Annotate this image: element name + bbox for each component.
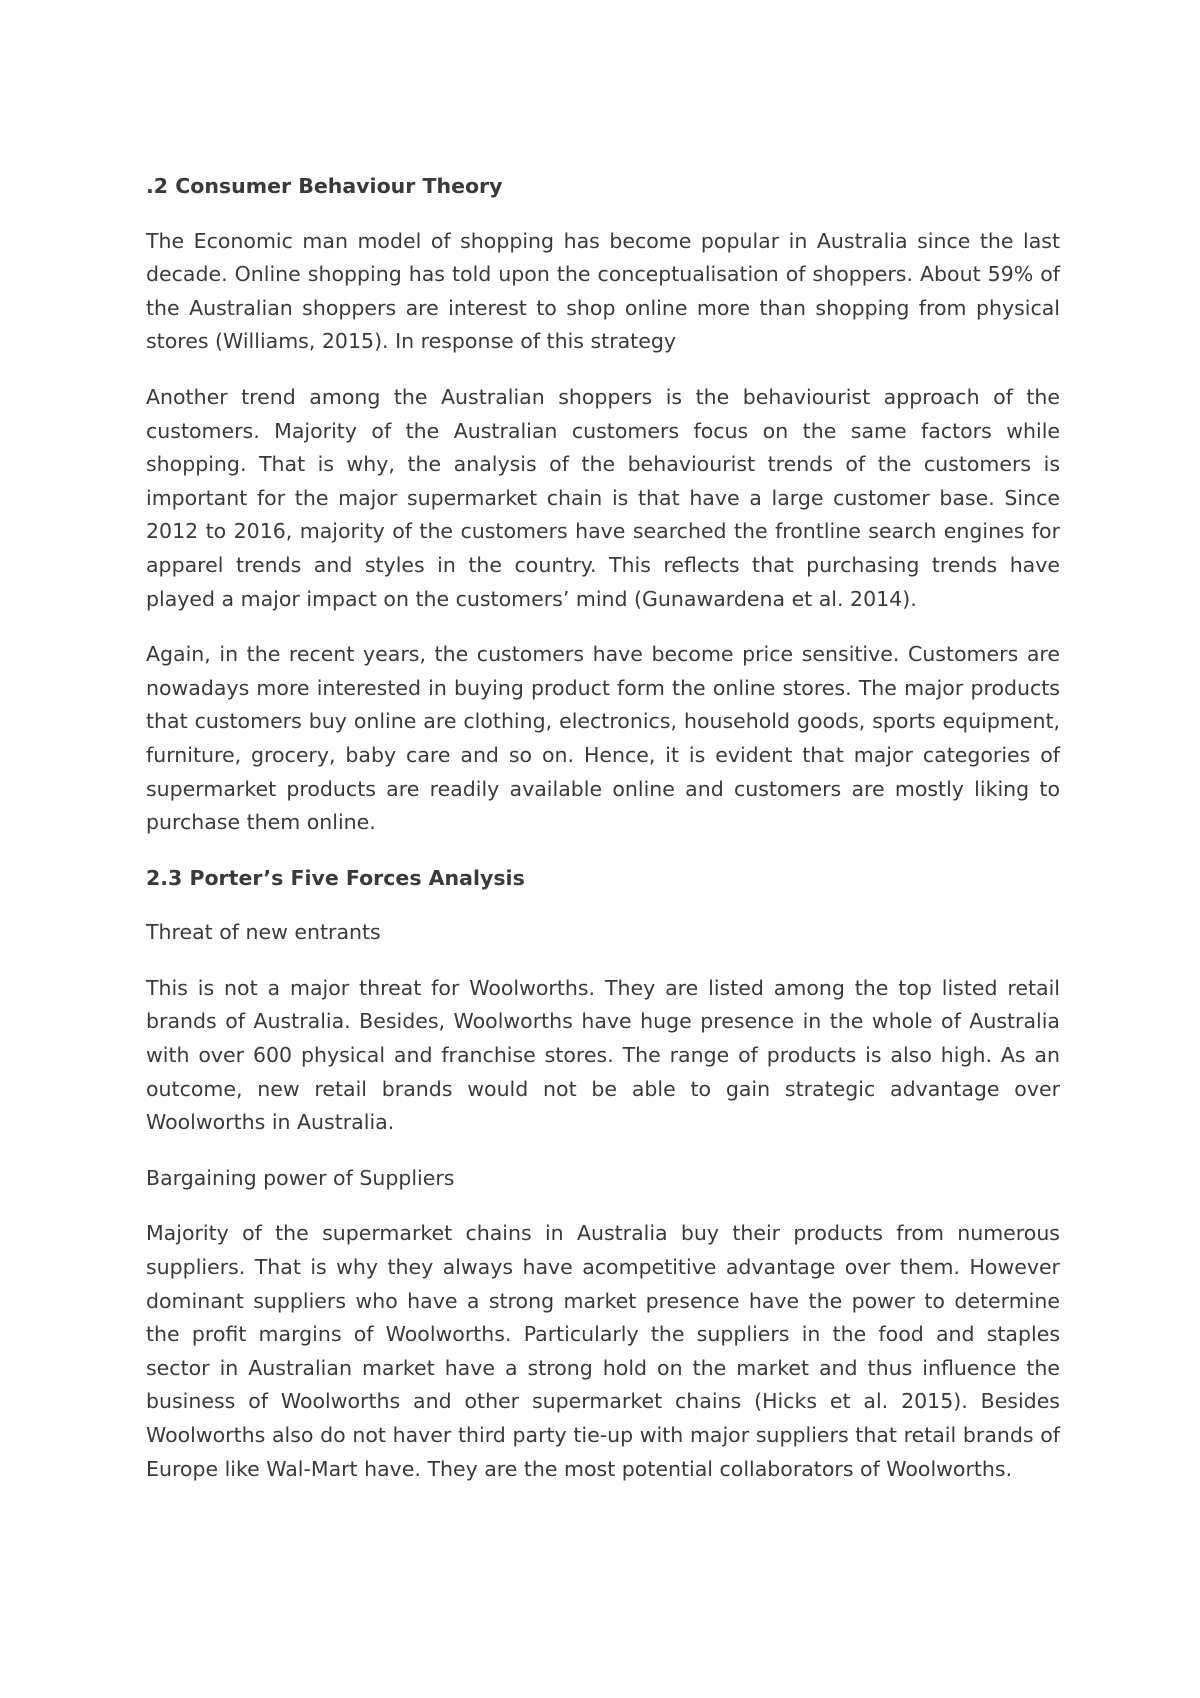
paragraph-bargaining-power-suppliers: Majority of the supermarket chains in Australia buy their products from numerous suppliers. That is why they always have acompetitive advantage over them. However dominant suppliers who have a strong market presence have the power to determine the profit margins of Woolworths. Particularly the suppliers in the food and staples sector in Australian market have a strong hold on the market and thus influence the business of Woolworths and other supermarket chains (Hicks et al. 2015). Besides Woolworths also do not haver third party tie-up with major suppliers that retail brands of Europe like Wal-Mart have. They are the most potential collaborators of Woolworths. — [146, 1221, 1060, 1481]
paragraph-price-sensitive: Again, in the recent years, the customers have become price sensitive. Customers are nowadays more interested in buying product form the online stores. The major products that customers buy online are clothing, electronics, household goods, sports equipment, furniture, grocery, baby care and so on. Hence, it is evident that major categories of supermarket products are readily available online and customers are mostly liking to purchase them online. — [146, 642, 1060, 835]
section-heading-porters-five-forces: 2.3 Porter’s Five Forces Analysis — [146, 865, 525, 890]
paragraph-economic-man: The Economic man model of shopping has become popular in Australia since the last decade. Online shopping has told upon the conceptualisation of shoppers. About 59% of the Australian shoppers are interest to shop online more than shopping from physical stores (Williams, 2015). In response of this strategy — [146, 228, 1060, 354]
subheading-bargaining-power-suppliers: Bargaining power of Suppliers — [146, 1165, 455, 1190]
document-page — [146, 170, 1060, 1486]
section-heading-consumer-behaviour: .2 Consumer Behaviour Theory — [146, 174, 503, 198]
subheading-threat-of-new-entrants: Threat of new entrants — [146, 920, 381, 945]
paragraph-threat-of-new-entrants: This is not a major threat for Woolworths. They are listed among the top listed retail brands of Australia. Besides, Woolworths have huge presence in the whole of Australia with over 600 physical and franchise stores. The range of products is also high. As an outcome, new retail brands would not be able to gain strategic advantage over Woolworths in Australia. — [146, 975, 1060, 1135]
paragraph-behaviourist-trend: Another trend among the Australian shoppers is the behaviourist approach of the customers. Majority of the Australian customers focus on the same factors while shopping. That is why, the analysis of the behaviourist trends of the customers is important for the major supermarket chain is that have a large customer base. Since 2012 to 2016, majority of the customers have searched the frontline search engines for apparel trends and styles in the country. This reflects that purchasing trends have played a major impact on the customers’ mind (Gunawardena et al. 2014). — [146, 384, 1060, 611]
